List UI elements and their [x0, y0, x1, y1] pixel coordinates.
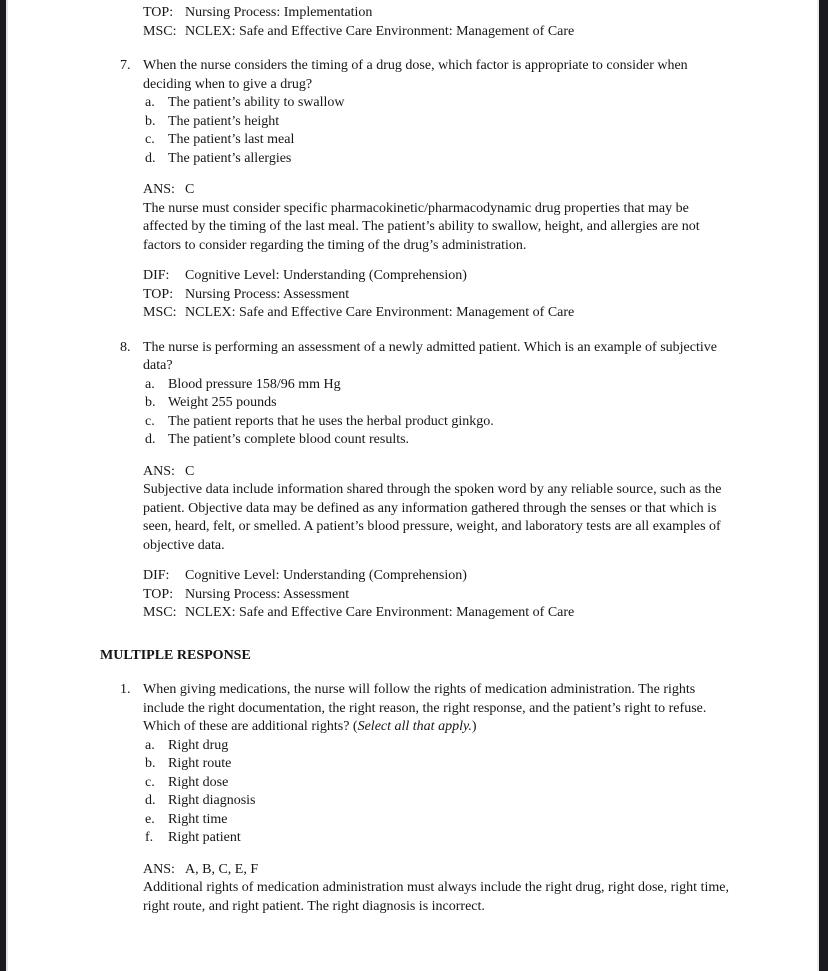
question-body: [143, 57, 735, 168]
option-letter: a.: [145, 376, 155, 392]
meta-label: TOP:: [143, 586, 174, 602]
meta-line-top: [143, 286, 828, 305]
meta-label: TOP:: [143, 5, 174, 20]
answer-option-c: [145, 774, 735, 793]
option-text: Right dose: [168, 774, 229, 790]
answer-value: C: [185, 182, 195, 197]
option-text: Blood pressure 158/96 mm Hg: [168, 376, 341, 392]
option-letter: d.: [145, 150, 156, 166]
answer-option-d: [145, 431, 735, 450]
rationale-text: Additional rights of medication administration must always include the right drug, right dose, right time, right route, and right patient. The right diagnosis is incorrect.: [143, 880, 729, 914]
option-letter: f.: [145, 830, 154, 845]
meta-label: DIF:: [143, 268, 170, 283]
question-body: [143, 339, 735, 450]
answer-option-a: [145, 737, 735, 756]
option-letter: b.: [145, 113, 156, 129]
meta-label: MSC:: [143, 305, 177, 320]
question-metadata-block: [143, 567, 828, 623]
question-text: The nurse is performing an assessment of a newly admitted patient. Which is an example of subjective data?: [143, 339, 717, 373]
answer-label: ANS:: [143, 463, 175, 479]
meta-value: NCLEX: Safe and Effective Care Environment: Management of Care: [185, 305, 575, 320]
meta-line-dif: [143, 567, 828, 586]
header-metadata-block: [143, 4, 828, 41]
meta-value: NCLEX: Safe and Effective Care Environment: Management of Care: [185, 23, 575, 39]
answer-option-b: [145, 755, 735, 774]
answer-option-c: [145, 131, 735, 150]
option-text: The patient’s height: [168, 113, 280, 129]
question-body: [143, 681, 735, 848]
answer-line: [143, 181, 828, 200]
rationale-text: The nurse must consider specific pharmacokinetic/pharmacodynamic drug properties that may be affected by the timing of the last meal. The patient’s ability to swallow, height, and allergies are not factors to consider regarding the timing of the drug’s administration.: [143, 200, 700, 253]
question-metadata-block: [143, 267, 828, 323]
meta-line-top: [143, 4, 828, 23]
question-7: [0, 57, 828, 323]
answer-option-b: [145, 113, 735, 132]
option-letter: a.: [145, 95, 155, 110]
question-number: 1.: [120, 682, 131, 697]
answer-value: A, B, C, E, F: [185, 861, 259, 877]
question-text-italic: Select all that apply.: [357, 719, 472, 734]
option-letter: b.: [145, 395, 156, 410]
meta-value: Nursing Process: Implementation: [185, 5, 373, 20]
page-content: [0, 4, 828, 916]
answer-option-d: [145, 150, 735, 169]
meta-label: MSC:: [143, 23, 177, 39]
option-text: Weight 255 pounds: [168, 395, 277, 410]
meta-line-msc: [143, 23, 828, 42]
scan-border-left-highlight: [6, 0, 8, 971]
rationale-text: Subjective data include information shared through the spoken word by any reliable source, such as the patient. Objective data may be defined as any information gathered through the senses or that which is seen, heard, felt, or smelled. A patient’s blood pressure, weight, and laboratory tests are all examples of objective data.: [143, 482, 722, 553]
option-letter: c.: [145, 413, 155, 429]
meta-value: NCLEX: Safe and Effective Care Environment: Management of Care: [185, 605, 575, 620]
section-heading: MULTIPLE RESPONSE: [100, 647, 251, 663]
meta-line-msc: [143, 604, 828, 623]
option-text: Right diagnosis: [168, 793, 256, 808]
answer-option-e: [145, 811, 735, 830]
answer-label: ANS:: [143, 861, 175, 877]
question-text-part: When giving medications, the nurse will follow the rights of medication administration. The rights include the right documentation, the right reason, the right response, and the patient’s right to refuse. Which of these are additional rights? (: [143, 682, 707, 734]
answer-label: ANS:: [143, 182, 175, 197]
option-letter: c.: [145, 774, 155, 790]
meta-value: Cognitive Level: Understanding (Comprehension): [185, 568, 467, 583]
option-letter: d.: [145, 432, 156, 447]
answer-option-a: [145, 376, 735, 395]
meta-line-dif: [143, 267, 828, 286]
option-text: Right time: [168, 811, 228, 827]
question-text: When the nurse considers the timing of a drug dose, which factor is appropriate to consider when deciding when to give a drug?: [143, 58, 688, 92]
option-text: The patient’s complete blood count results.: [168, 432, 410, 447]
answer-line: [143, 861, 828, 880]
meta-line-msc: [143, 304, 828, 323]
option-text: Right patient: [168, 830, 241, 845]
meta-label: MSC:: [143, 605, 177, 620]
question-number: 8.: [120, 339, 131, 355]
answer-option-c: [145, 413, 735, 432]
option-text: The patient’s allergies: [168, 150, 292, 166]
option-text: The patient reports that he uses the herbal product ginkgo.: [168, 413, 494, 429]
meta-line-top: [143, 586, 828, 605]
question-stem-row: [120, 57, 828, 168]
question-stem-row: [120, 681, 828, 848]
question-stem-row: [120, 339, 828, 450]
option-text: Right route: [168, 756, 232, 771]
answer-option-d: [145, 792, 735, 811]
question-text-part: ): [471, 719, 477, 734]
option-text: Right drug: [168, 737, 229, 753]
question-8: [0, 339, 828, 623]
answer-option-a: [145, 94, 735, 113]
answer-line: [143, 463, 828, 482]
question-text: [143, 681, 735, 737]
meta-label: DIF:: [143, 568, 170, 583]
answer-option-b: [145, 394, 735, 413]
option-text: The patient’s ability to swallow: [168, 95, 345, 110]
meta-value: Nursing Process: Assessment: [185, 286, 350, 302]
option-letter: a.: [145, 737, 155, 753]
scan-border-right: [819, 0, 828, 971]
meta-value: Cognitive Level: Understanding (Comprehension): [185, 268, 467, 283]
question-mr-1: [0, 681, 828, 916]
answer-value: C: [185, 463, 195, 479]
option-text: The patient’s last meal: [168, 132, 295, 147]
meta-value: Nursing Process: Assessment: [185, 586, 350, 602]
option-letter: c.: [145, 132, 155, 147]
answer-option-f: [145, 829, 735, 848]
option-letter: d.: [145, 793, 156, 808]
option-letter: e.: [145, 811, 155, 827]
meta-label: TOP:: [143, 286, 174, 302]
question-number: 7.: [120, 58, 131, 73]
option-letter: b.: [145, 756, 156, 771]
